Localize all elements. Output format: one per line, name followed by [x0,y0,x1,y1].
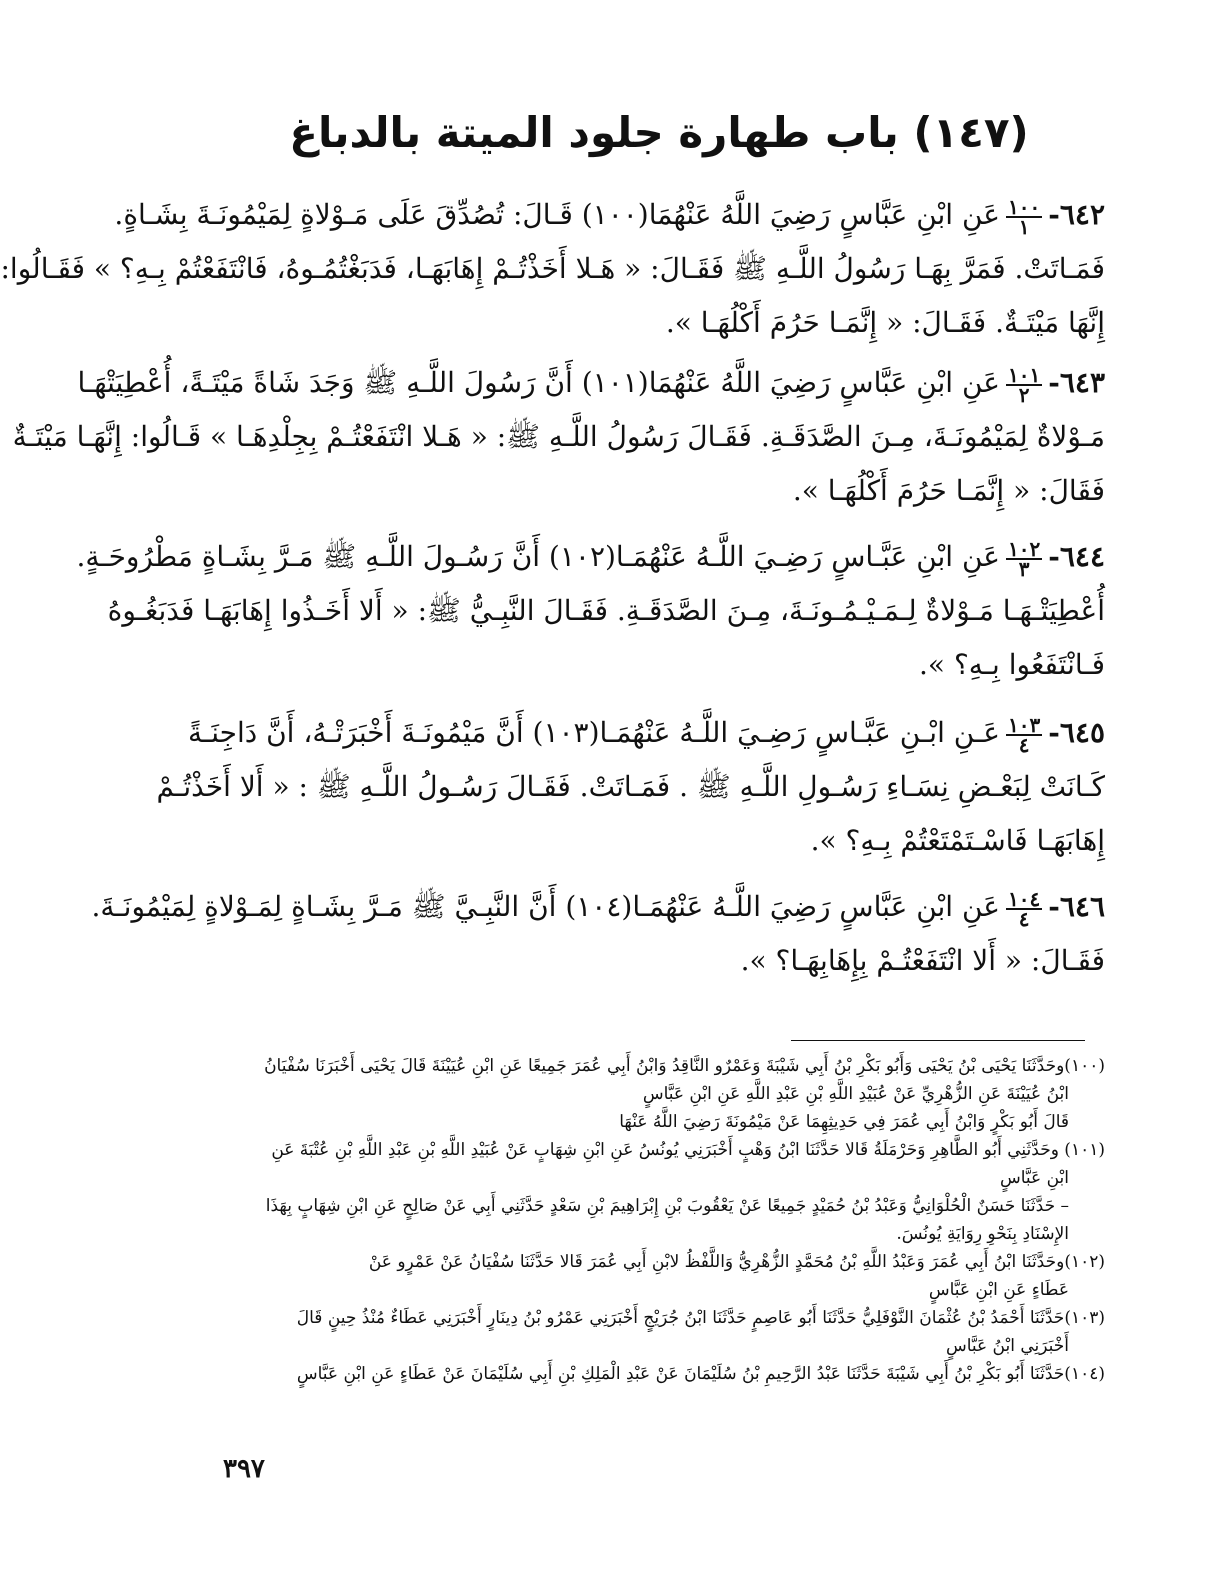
hadith-line: فَمَـاتَتْ. فَمَرَّ بِهَـا رَسُولُ اللَّـهِ ﷺ فَقَـالَ: « هَـلا أَخَذْتُـمْ إِهَابَهَـا، فَدَبَغْتُمُـوهُ، فَانْتَفَعْتُمْ بِـهِ؟ » فَقَـالُوا: [0,252,1105,285]
hadith-645 [156,706,1105,868]
hadith-fraction: $\frac{١٠٠}{١}$ [1008,194,1041,239]
hadith-line: فَقَـالَ: « أَلا انْتَفَعْتُـمْ بِإِهَابِهَـا؟ ». [740,944,1105,977]
hadith-644 [76,530,1105,692]
footnote-line: أَخْبَرَنِي ابْنُ عَبَّاسٍ [945,1336,1069,1356]
hadith-fraction: $\frac{١٠٣}{٤}$ [1008,712,1041,757]
hadith-text: عَنِ ابْنِ عَبَّاسٍ رَضِيَ اللَّهُ عَنْهُمَا(١٠٠) قَـالَ: تُصُدِّقَ عَلَى مَـوْلاةٍ لِمَيْمُونَـةَ بِشَـاةٍ. [114,198,1001,231]
hadith-number: ٦٤٢- [1048,198,1105,231]
hadith-line [77,356,1105,410]
hadith-642 [0,188,1105,350]
hadith-fraction: $\frac{١٠١}{٢}$ [1008,362,1041,407]
hadith-text: عَنِ ابْنِ عَبَّاسٍ رَضِيَ اللَّهُ عَنْهُمَا(١٠١) أَنَّ رَسُولَ اللَّـهِ ﷺ وَجَدَ شَاةً مَيْتَـةً، أُعْطِيَتْهَـا [77,366,1001,399]
hadith-number: ٦٤٥- [1048,716,1105,749]
hadith-line [187,706,1105,760]
hadith-643 [12,356,1105,518]
footnote-line: الإِسْنَادِ بِنَحْوِ رِوَايَةِ يُونُسَ. [896,1224,1069,1244]
footnotes [219,1052,1105,1388]
footnote-line: ابْنُ عُيَيْنَةَ عَنِ الزُّهْرِيِّ عَنْ عُبَيْدِ اللَّهِ بْنِ عَبْدِ اللَّهِ عَنِ ابْنِ عَبَّاسٍ [642,1084,1069,1104]
hadith-text: عَـنِ ابْـنِ عَبَّـاسٍ رَضِـيَ اللَّـهُ عَنْهُمَـا(١٠٣) أَنَّ مَيْمُونَـةَ أَخْبَرَتْـهُ، أَنَّ دَاجِنَـةً [187,716,1001,749]
hadith-line: إِهَابَهَـا فَاسْـتَمْتَعْتُمْ بِـهِ؟ ». [810,824,1105,857]
hadith-line [76,530,1105,584]
footnote-line: (١٠٠)وحَدَّثَنَا يَحْيَى بْنُ يَحْيَى وَأَبُو بَكْرِ بْنُ أَبِي شَيْبَةَ وَعَمْرٌو النَّاقِدُ وَابْنُ أَبِي عُمَرَ جَمِيعًا عَنِ ابْنِ عُيَيْنَةَ قَالَ يَحْيَى أَخْبَرَنَا سُفْيَانُ [264,1056,1105,1076]
footnote-line: – حَدَّثَنَا حَسَنٌ الْحُلْوَانِيُّ وَعَبْدُ بْنُ حُمَيْدٍ جَمِيعًا عَنْ يَعْقُوبَ بْنِ إِبْرَاهِيمَ بْنِ سَعْدٍ حَدَّثَنِي أَبِي عَنْ صَالِحٍ عَنِ ابْنِ شِهَابٍ بِهَذَا [265,1196,1069,1216]
hadith-number: ٦٤٤- [1048,540,1105,573]
footnote-divider [791,1040,1085,1041]
hadith-line [91,880,1105,934]
footnote-line: (١٠٢)وحَدَّثَنَا ابْنُ أَبِي عُمَرَ وَعَبْدُ اللَّهِ بْنُ مُحَمَّدٍ الزُّهْرِيُّ وَاللَّفْظُ لابْنِ أَبِي عُمَرَ قَالا حَدَّثَنَا سُفْيَانُ عَنْ عَمْرٍو عَنْ [368,1252,1105,1272]
hadith-text: عَنِ ابْنِ عَبَّـاسٍ رَضِـيَ اللَّـهُ عَنْهُمَـا(١٠٢) أَنَّ رَسُـولَ اللَّـهِ ﷺ مَـرَّ بِشَـاةٍ مَطْرُوحَـةٍ. [76,540,1001,573]
hadith-646 [91,880,1105,988]
hadith-line: إِنَّهَا مَيْتَـةٌ. فَقَـالَ: « إِنَّمَـا حَرُمَ أَكْلُهَـا ». [665,306,1105,339]
footnote-line: قَالَ أَبُو بَكْرٍ وَابْنُ أَبِي عُمَرَ فِي حَدِيثِهِمَا عَنْ مَيْمُونَةَ رَضِيَ اللَّهُ عَنْهَا [619,1112,1069,1132]
footnote-line: (١٠١) وحَدَّثَنِي أَبُو الطَّاهِرِ وَحَرْمَلَةُ قَالا حَدَّثَنَا ابْنُ وَهْبٍ أَخْبَرَنِي يُونُسُ عَنِ ابْنِ شِهَابٍ عَنْ عُبَيْدِ اللَّهِ بْنِ عَبْدِ اللَّهِ بْنِ عُتْبَةَ عَنِ [271,1140,1105,1160]
chapter-title: (١٤٧) باب طهارة جلود الميتة بالدباغ [289,108,1029,157]
hadith-line [114,188,1105,242]
hadith-number: ٦٤٣- [1048,366,1105,399]
hadith-line: مَـوْلاةٌ لِمَيْمُونَـةَ، مِـنَ الصَّدَقَـةِ. فَقَـالَ رَسُولُ اللَّـهِ ﷺ: « هَـلا انْتَفَعْتُـمْ بِجِلْدِهَـا » قَـالُوا: إِنَّهَـا مَيْتَـةٌ [12,420,1105,453]
page-number: ٣٩٧ [223,1454,265,1484]
footnote-line: عَطَاءٍ عَنِ ابْنِ عَبَّاسٍ [928,1280,1069,1300]
hadith-text: عَنِ ابْنِ عَبَّاسٍ رَضِيَ اللَّـهُ عَنْهُمَـا(١٠٤) أَنَّ النَّبِـيَّ ﷺ مَـرَّ بِشَـاةٍ لِمَـوْلاةٍ لِمَيْمُونَـةَ. [91,890,1001,923]
hadith-fraction: $\frac{١٠٢}{٣}$ [1008,536,1041,581]
footnote-line: (١٠٣)حَدَّثَنَا أَحْمَدُ بْنُ عُثْمَانَ النَّوْفَلِيُّ حَدَّثَنَا أَبُو عَاصِمٍ حَدَّثَنَا ابْنُ جُرَيْجٍ أَخْبَرَنِي عَمْرُو بْنُ دِينَارٍ أَخْبَرَنِي عَطَاءٌ مُنْذُ حِينٍ قَالَ [296,1308,1105,1328]
hadith-line: فَـانْتَفَعُوا بِـهِ؟ ». [919,648,1105,681]
hadith-line: أُعْطِيَتْـهَـا مَـوْلاةٌ لِـمَـيْـمُـونَـةَ، مِـنَ الصَّدَقَـةِ. فَقَـالَ النَّبِـيُّ ﷺ: « أَلا أَخَـذُوا إِهَابَهَـا فَدَبَغُـوهُ [107,594,1105,627]
hadith-line: كَـانَتْ لِبَعْـضِ نِسَـاءِ رَسُـولِ اللَّـهِ ﷺ . فَمَـاتَتْ. فَقَـالَ رَسُـولُ اللَّـهِ ﷺ : « أَلا أَخَذْتُـمْ [156,770,1105,803]
hadith-line: فَقَالَ: « إِنَّمَـا حَرُمَ أَكْلُهَـا ». [792,474,1105,507]
footnote-line: ابْنِ عَبَّاسٍ [999,1168,1069,1188]
hadith-fraction: $\frac{١٠٤}{٤}$ [1008,886,1041,931]
hadith-number: ٦٤٦- [1048,890,1105,923]
footnote-line: (١٠٤)حَدَّثَنَا أَبُو بَكْرِ بْنُ أَبِي شَيْبَةَ حَدَّثَنَا عَبْدُ الرَّحِيمِ بْنُ سُلَيْمَانَ عَنْ عَبْدِ الْمَلِكِ بْنِ أَبِي سُلَيْمَانَ عَنْ عَطَاءٍ عَنِ ابْنِ عَبَّاسٍ [296,1364,1105,1384]
